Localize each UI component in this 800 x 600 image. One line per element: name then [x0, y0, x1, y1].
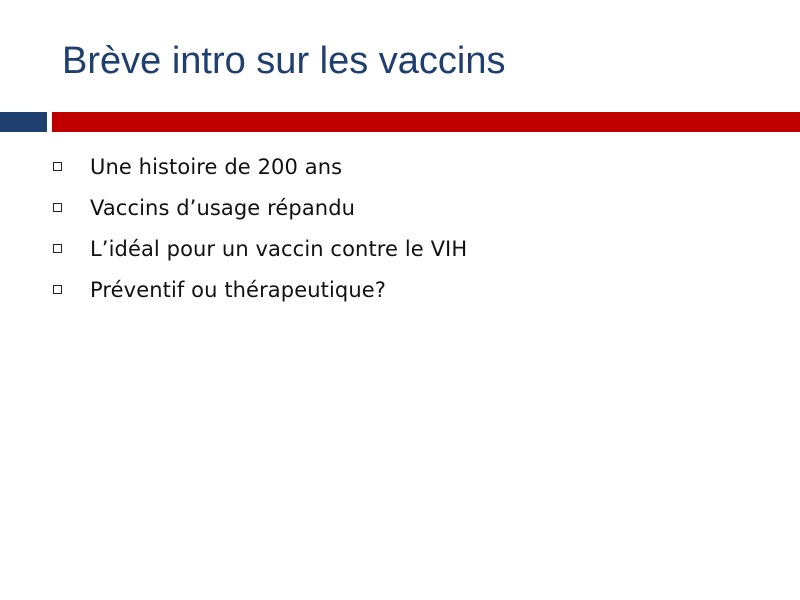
bullet-text: Préventif ou thérapeutique? [90, 277, 387, 302]
square-bullet-icon [53, 285, 62, 294]
bullet-text: L’idéal pour un vaccin contre le VIH [90, 236, 468, 261]
bullet-text: Une histoire de 200 ans [90, 154, 343, 179]
title-accent-bar-blue [0, 112, 47, 132]
title-accent-bar-red [52, 112, 800, 132]
slide-title: Brève intro sur les vaccins [62, 40, 506, 82]
bullet-list [52, 146, 467, 310]
bullet-item [52, 269, 467, 310]
bullet-item [52, 187, 467, 228]
bullet-item [52, 146, 467, 187]
square-bullet-icon [53, 162, 62, 171]
square-bullet-icon [53, 244, 62, 253]
bullet-item [52, 228, 467, 269]
bullet-text: Vaccins d’usage répandu [90, 195, 356, 220]
square-bullet-icon [53, 203, 62, 212]
